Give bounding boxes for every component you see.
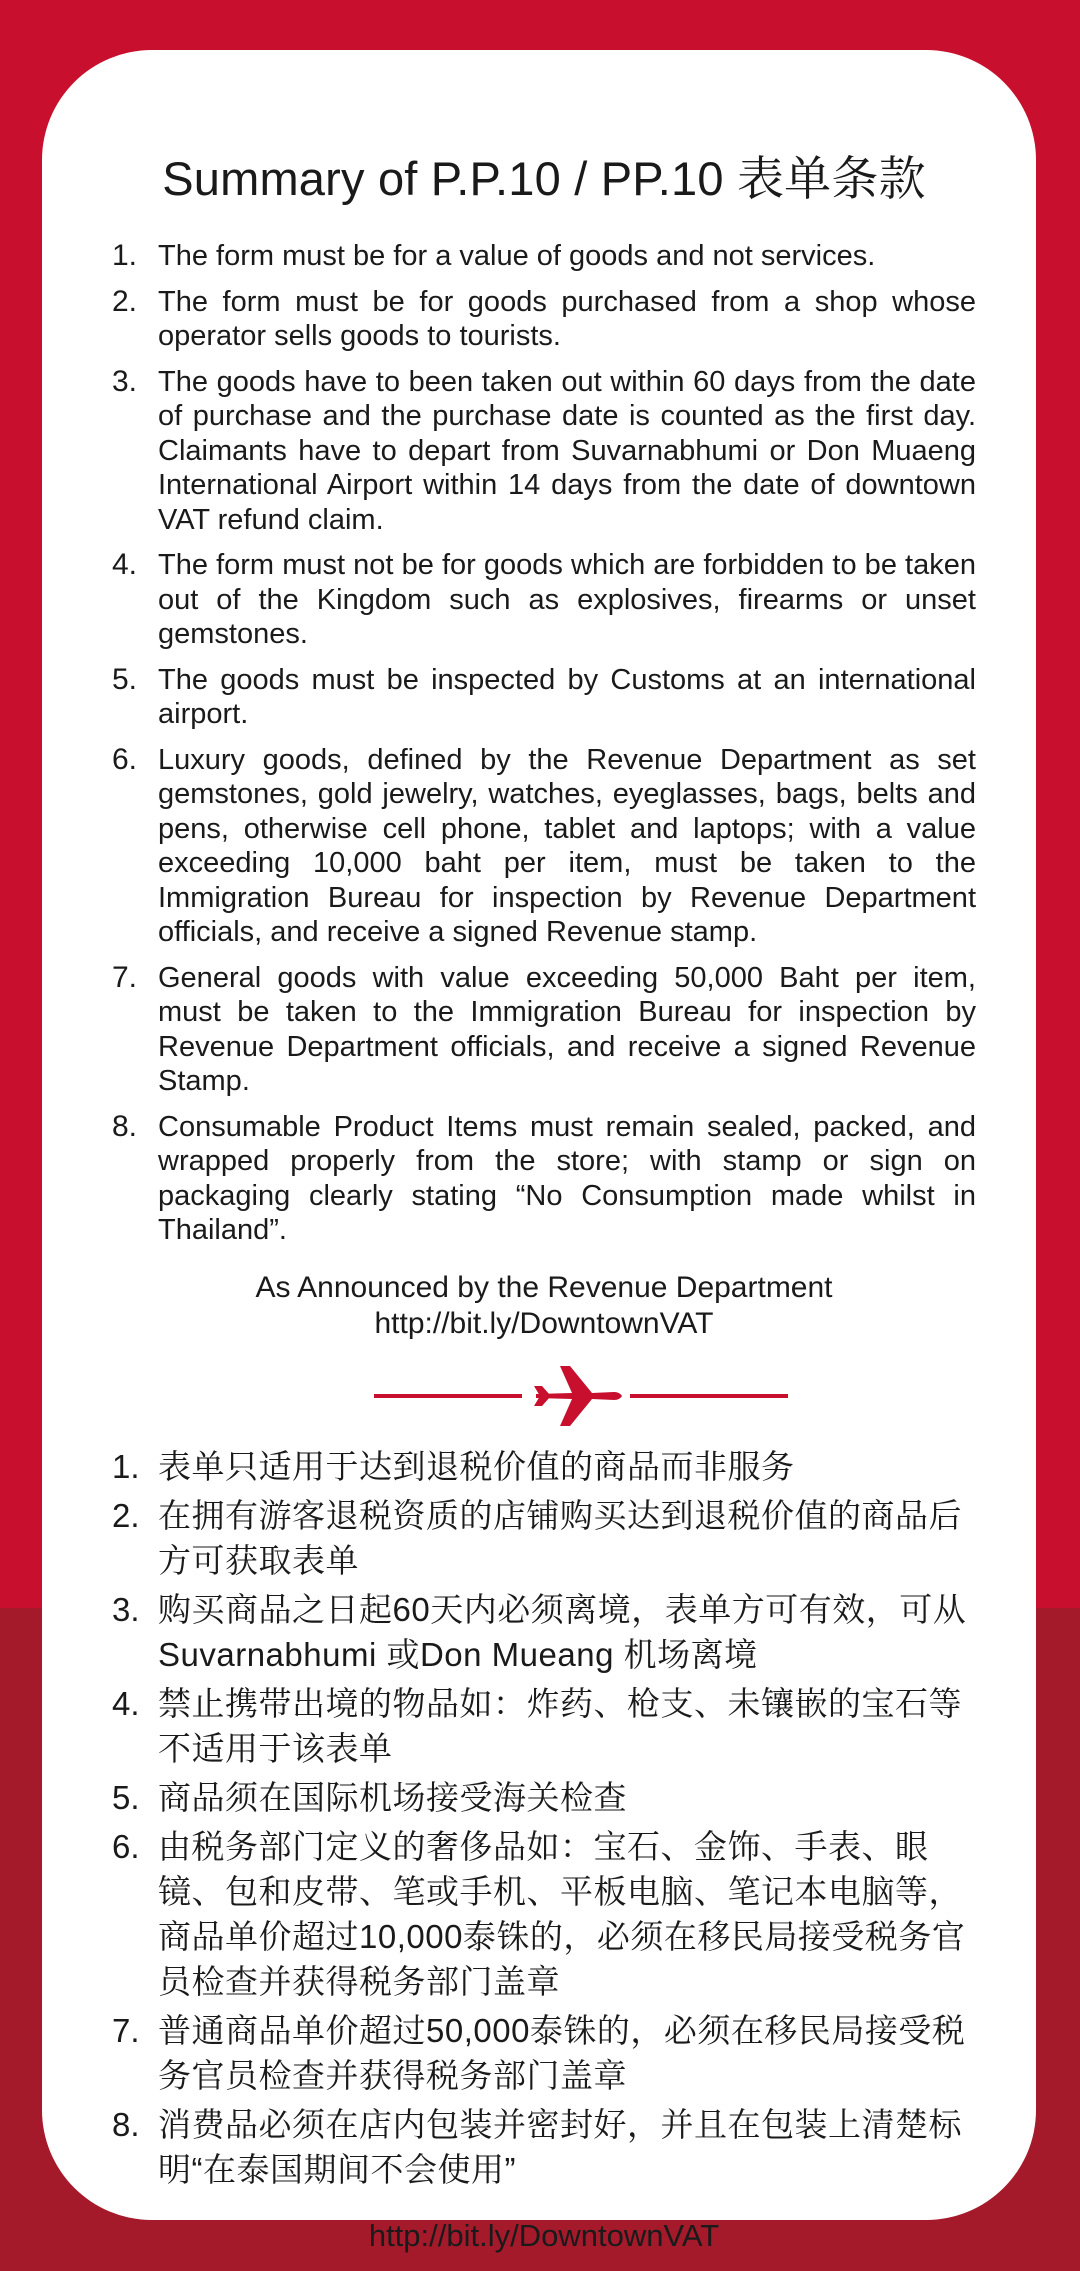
list-item [112, 743, 976, 950]
list-item [112, 548, 976, 652]
item-number: 2. [112, 284, 138, 318]
list-item [112, 239, 976, 274]
announcement-url-link[interactable]: http://bit.ly/DowntownVAT [374, 1306, 714, 1340]
item-number: 6. [112, 742, 138, 776]
summary-card [42, 50, 1036, 2253]
item-text: Luxury goods, defined by the Revenue Department as set gemstones, gold jewelry, watches, eyeglasses, bags, belts and pens, otherwise cell phone, tablet and laptops; with a value exceeding 10,000 baht per item, must be taken to the Immigration Bureau for inspection by Revenue Department officials, and receive a signed Revenue stamp. [158, 743, 976, 948]
item-text: General goods with value exceeding 50,000 Baht per item, must be taken to the Immigration Bureau for inspection by Revenue Department officials, and receive a signed Revenue Stamp. [158, 961, 976, 1097]
list-item [112, 1775, 976, 1820]
announcement-text: As Announced by the Revenue Department [255, 1270, 833, 1304]
list-item [112, 1587, 976, 1677]
list-item [112, 663, 976, 732]
divider [112, 1354, 976, 1434]
airplane-icon [532, 1364, 622, 1428]
footer-url-link[interactable]: http://bit.ly/DowntownVAT [368, 2217, 720, 2253]
item-text: 商品须在国际机场接受海关检查 [158, 1778, 627, 1816]
list-item [112, 1110, 976, 1248]
list-item [112, 2102, 976, 2192]
item-number: 1. [112, 239, 138, 272]
divider-line-right [630, 1394, 788, 1398]
item-number: 5. [112, 1778, 140, 1816]
item-text: The form must be for a value of goods and not services. [158, 240, 876, 272]
list-item [112, 1824, 976, 2004]
list-item [112, 1681, 976, 1771]
item-number: 8. [112, 2105, 140, 2143]
english-terms-list [112, 239, 976, 1248]
divider-line-left [374, 1394, 522, 1398]
item-number: 3. [112, 1590, 140, 1628]
list-item [112, 2008, 976, 2098]
chinese-terms-list [112, 1444, 976, 2192]
announcement [112, 1270, 976, 1342]
item-number: 7. [112, 960, 138, 994]
page-title: Summary of P.P.10 / PP.10 表单条款 [162, 152, 926, 205]
item-text: The form must be for goods purchased from a shop whose operator sells goods to tourists. [158, 285, 976, 352]
item-number: 1. [112, 1447, 140, 1485]
item-number: 7. [112, 2011, 140, 2049]
item-number: 4. [112, 1684, 140, 1722]
item-text: 表单只适用于达到退税价值的商品而非服务 [158, 1447, 795, 1485]
item-number: 3. [112, 364, 138, 398]
item-number: 2. [112, 1496, 140, 1534]
item-number: 4. [112, 548, 138, 581]
item-text: 由税务部门定义的奢侈品如：宝石、金饰、手表、眼镜、包和皮带、笔或手机、平板电脑、笔记本电脑等，商品单价超过10,000泰铢的，必须在移民局接受税务官员检查并获得税务部门盖章 [158, 1827, 966, 2000]
item-number: 6. [112, 1827, 140, 1865]
item-text: 在拥有游客退税资质的店铺购买达到退税价值的商品后方可获取表单 [158, 1496, 962, 1579]
list-item [112, 365, 976, 538]
list-item [112, 285, 976, 354]
item-text: The goods must be inspected by Customs at an international airport. [158, 663, 976, 730]
item-text: 禁止携带出境的物品如：炸药、枪支、未镶嵌的宝石等不适用于该表单 [158, 1684, 962, 1767]
item-text: Consumable Product Items must remain sealed, packed, and wrapped properly from the store; with stamp or sign on packaging clearly stating “No Consumption made whilst in Thailand”. [158, 1110, 976, 1246]
item-number: 8. [112, 1109, 138, 1143]
item-number: 5. [112, 662, 138, 696]
list-item [112, 1493, 976, 1583]
item-text: 消费品必须在店内包装并密封好，并且在包装上清楚标明“在泰国期间不会使用” [158, 2105, 962, 2188]
list-item [112, 961, 976, 1099]
item-text: The goods have to been taken out within 60 days from the date of purchase and the purchase date is counted as the first day. Claimants have to depart from Suvarnabhumi or Don Muaeng International Airport within 14 days from the date of downtown VAT refund claim. [158, 365, 976, 536]
item-text: 普通商品单价超过50,000泰铢的，必须在移民局接受税务官员检查并获得税务部门盖章 [158, 2011, 966, 2094]
item-text: 购买商品之日起60天内必须离境，表单方可有效，可从Suvarnabhumi 或Don Mueang 机场离境 [158, 1590, 967, 1673]
item-text: The form must not be for goods which are forbidden to be taken out of the Kingdom such as explosives, firearms or unset gemstones. [158, 549, 976, 650]
list-item [112, 1444, 976, 1489]
